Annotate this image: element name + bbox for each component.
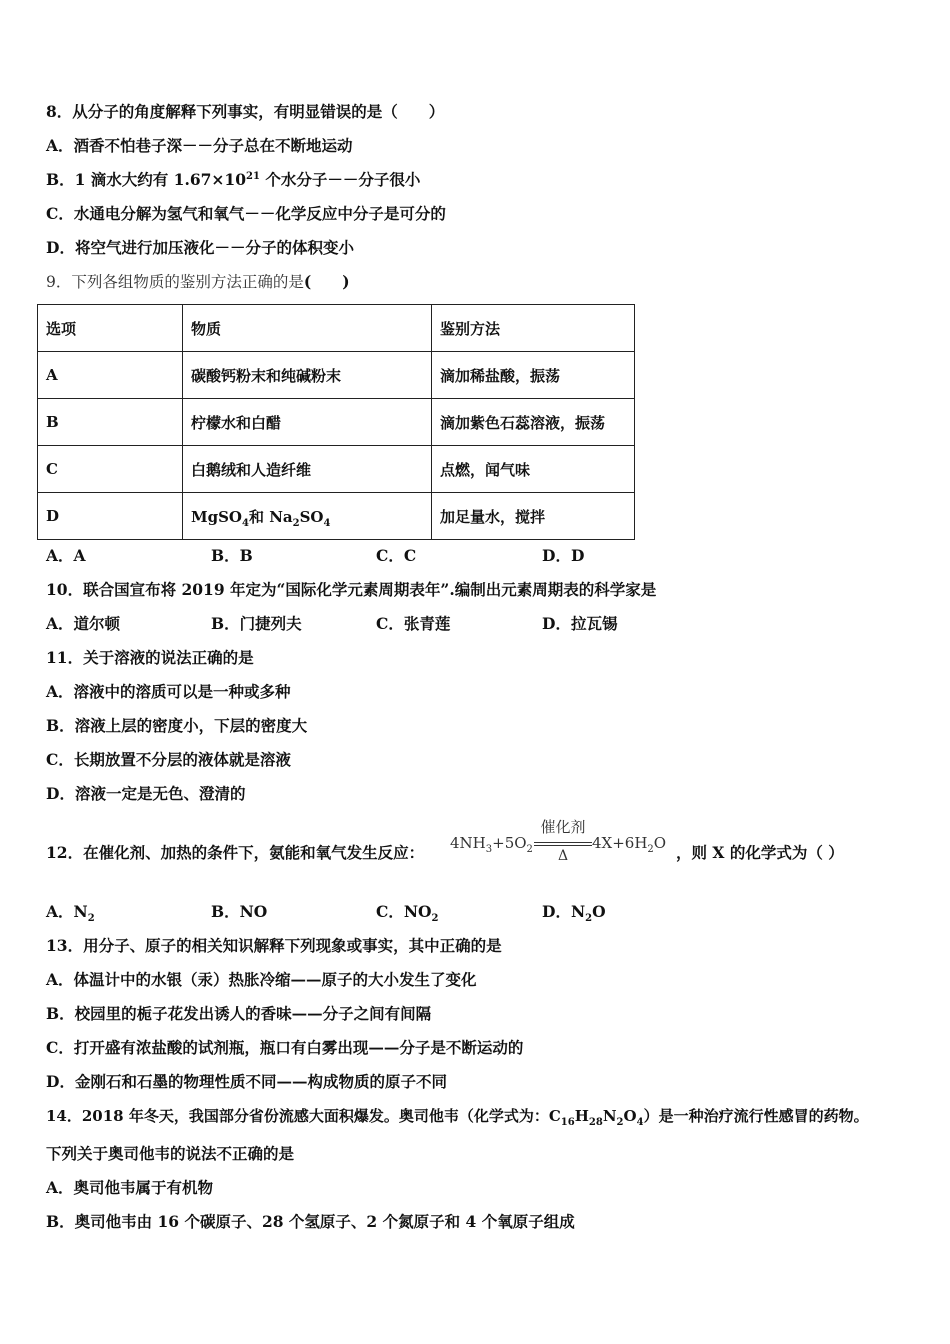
q10-stem: 10．联合国宣布将 2019 年定为“国际化学元素周期表年”.编制出元素周期表的科学家是 (46, 580, 657, 599)
q11-option-d: D．溶液一定是无色、澄清的 (46, 784, 246, 803)
table-row (38, 493, 635, 540)
q9-option-c: C．C (376, 546, 417, 565)
q8-option-a: A．酒香不怕巷子深－－分子总在不断地运动 (46, 136, 353, 155)
q12-equation (450, 816, 676, 872)
q12-tail: ，则 X 的化学式为（ ） (676, 843, 844, 862)
q11-option-c: C．长期放置不分层的液体就是溶液 (46, 750, 291, 769)
q9-option-b: B．B (211, 546, 253, 565)
q11-option-b: B．溶液上层的密度小，下层的密度大 (46, 716, 308, 735)
equation-products: $4X+6H_2O$ (592, 834, 667, 855)
row-option: C (38, 446, 183, 493)
q10-option-d: D．拉瓦锡 (542, 614, 618, 633)
q13-option-a: A．体温计中的水银（汞）热胀冷缩——原子的大小发生了变化 (46, 970, 477, 989)
q13-option-d: D．金刚石和石墨的物理性质不同——构成物质的原子不同 (46, 1072, 447, 1091)
q12-option-d: D．$N_2O$ (542, 902, 606, 925)
row-method: 滴加紫色石蕊溶液，振荡 (432, 399, 635, 446)
row-option: D (38, 493, 183, 540)
q8-option-b: B．1 滴水大约有 $1.67\times 10^{21}$ 个水分子－－分子很小 (46, 170, 421, 189)
q12-stem: 12．在催化剂、加热的条件下，氨能和氧气发生反应： (46, 843, 425, 862)
row-substance: 碳酸钙粉末和纯碱粉末 (183, 352, 432, 399)
q11-option-a: A．溶液中的溶质可以是一种或多种 (46, 682, 291, 701)
q13-stem: 13．用分子、原子的相关知识解释下列现象或事实，其中正确的是 (46, 936, 502, 955)
header-method: 鉴别方法 (432, 305, 635, 352)
q8-option-d: D．将空气进行加压液化－－分子的体积变小 (46, 238, 354, 257)
row-substance: MgSO$_4$和 $Na_2SO_4$ (183, 493, 432, 540)
q9-stem: 9．下列各组物质的鉴别方法正确的是( ) (46, 272, 350, 291)
row-method: 滴加稀盐酸，振荡 (432, 352, 635, 399)
q13-option-b: B．校园里的栀子花发出诱人的香味——分子之间有间隔 (46, 1004, 432, 1023)
row-option: B (38, 399, 183, 446)
equation-double-bar (534, 845, 592, 846)
q12-option-a: A．$N_2$ (46, 902, 95, 925)
q12-option-b: B．NO (211, 902, 268, 921)
q8-option-c: C．水通电分解为氢气和氧气－－化学反应中分子是可分的 (46, 204, 446, 223)
equation-catalyst: 催化剂 (540, 818, 586, 836)
q14-option-b: B．奥司他韦由 16 个碳原子、28 个氢原子、2 个氮原子和 4 个氧原子组成 (46, 1212, 575, 1231)
equation-reactants: $4NH_3+5O_2$ (450, 834, 533, 855)
q9-table (37, 304, 635, 540)
q14-stem-line2: 下列关于奥司他韦的说法不正确的是 (46, 1144, 295, 1163)
q13-option-c: C．打开盛有浓盐酸的试剂瓶，瓶口有白雾出现——分子是不断运动的 (46, 1038, 524, 1057)
q10-option-b: B．门捷列夫 (211, 614, 302, 633)
q14-option-a: A．奥司他韦属于有机物 (46, 1178, 214, 1197)
q12-option-c: C．$NO_2$ (376, 902, 439, 925)
q9-option-d: D．D (542, 546, 585, 565)
table-row (38, 446, 635, 493)
header-option: 选项 (38, 305, 183, 352)
q14-stem: 14．2018 年冬天，我国部分省份流感大面积爆发。奥司他韦（化学式为：$C_{16}H_{28}N_2O_4$）是一种治疗流行性感冒的药物。 (46, 1107, 869, 1128)
row-substance: 柠檬水和白醋 (183, 399, 432, 446)
row-method: 加足量水，搅拌 (432, 493, 635, 540)
table-row (38, 352, 635, 399)
q11-stem: 11．关于溶液的说法正确的是 (46, 648, 254, 667)
equation-heat: Δ (557, 848, 569, 864)
q8-stem: 8．从分子的角度解释下列事实，有明显错误的是（ ） (46, 102, 445, 121)
q10-option-a: A．道尔顿 (46, 614, 121, 633)
table-header-row (38, 305, 635, 352)
equation-double-bar (534, 842, 592, 843)
q10-option-c: C．张青莲 (376, 614, 451, 633)
header-substance: 物质 (183, 305, 432, 352)
table-row (38, 399, 635, 446)
row-method: 点燃，闻气味 (432, 446, 635, 493)
q9-option-a: A．A (46, 546, 86, 565)
row-substance: 白鹅绒和人造纤维 (183, 446, 432, 493)
row-option: A (38, 352, 183, 399)
